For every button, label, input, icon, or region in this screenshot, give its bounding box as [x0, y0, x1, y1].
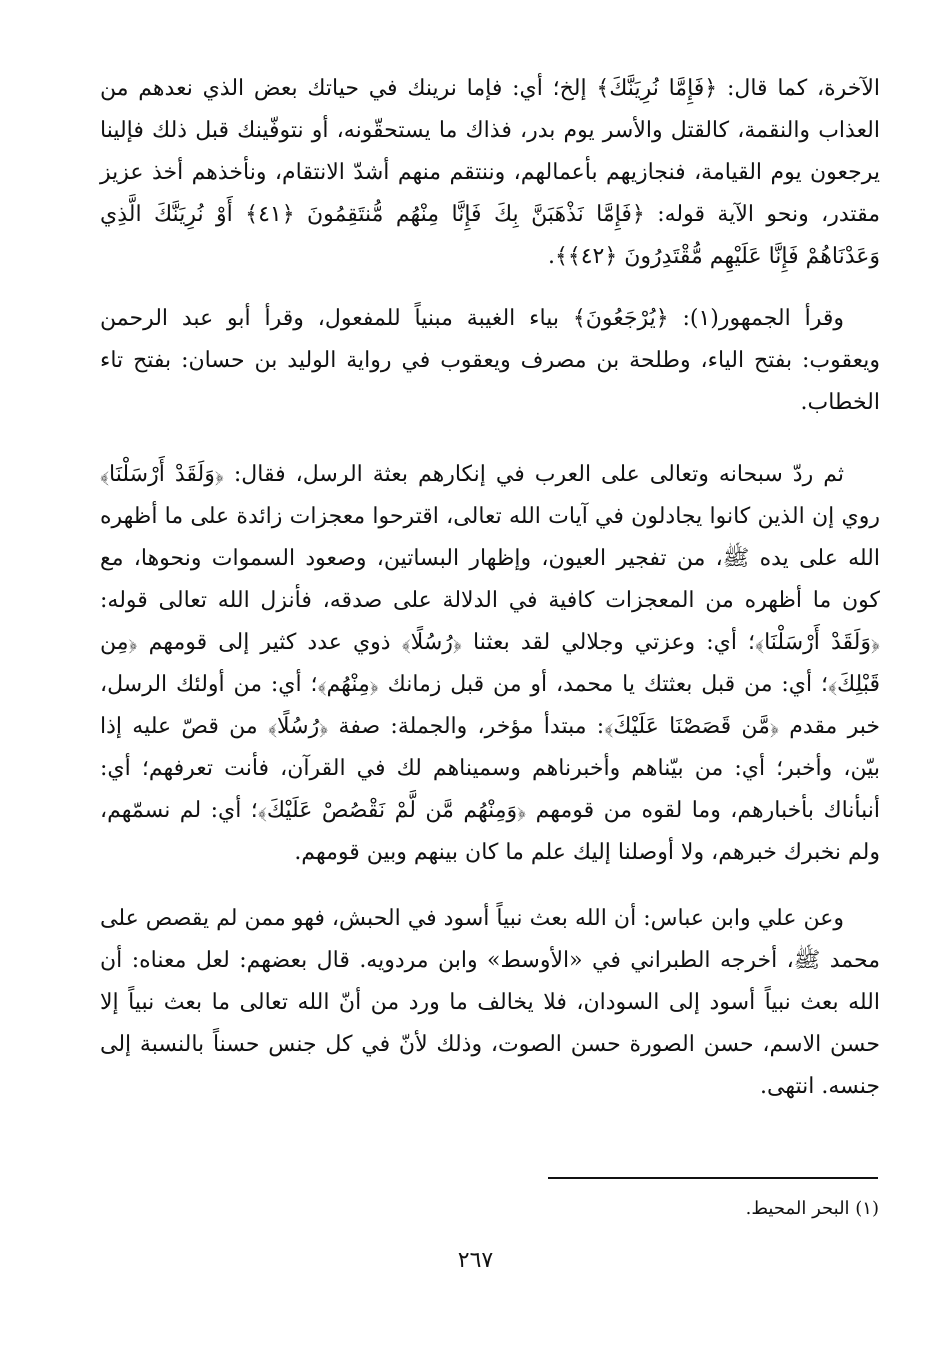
- paragraph: الآخرة، كما قال: ﴿فَإِمَّا نُرِيَنَّكَ﴾ إلخ؛ أي: فإما نرينك في حياتك بعض الذي نعدهم من العذاب والنقمة، كالقتل والأسر يوم بدر، فذاك ما يستحقّونه، أو نتوفّينك قبل ذلك فإلينا يرجعون يوم القيامة، فنجازيهم بأعمالهم، وننتقم منهم أشدّ الانتقام، ونأخذهم أخذ عزيز مقتدر، ونحو الآية قوله: ﴿فَإِمَّا نَذْهَبَنَّ بِكَ فَإِنَّا مِنْهُم مُّنتَقِمُونَ ﴿٤١﴾ أَوْ نُرِيَنَّكَ الَّذِي وَعَدْنَاهُمْ فَإِنَّا عَلَيْهِم مُّقْتَدِرُونَ ﴿٤٢﴾﴾.: [100, 76, 880, 269]
- page-number: ٢٦٧: [457, 1248, 494, 1273]
- page-body: [100, 68, 880, 1108]
- footnote-divider: [548, 1177, 878, 1179]
- paragraph: وعن علي وابن عباس: أن الله بعث نبياً أسود في الحبش، فهو ممن لم يقصص على محمد ﷺ، أخرجه الطبراني في «الأوسط» وابن مردويه. قال بعضهم: لعل معناه: أن الله بعث نبياً أسود إلى السودان، فلا يخالف ما ورد من أنّ الله تعالى ما بعث نبياً إلا حسن الاسم، حسن الصورة حسن الصوت، وذلك لأنّ في كل جنس حسناً بالنسبة إلى جنسه. انتهى.: [100, 906, 880, 1099]
- footnote: (١) البحر المحيط.: [745, 1198, 879, 1219]
- paragraph: ثم ردّ سبحانه وتعالى على العرب في إنكارهم بعثة الرسل، فقال: ﴿وَلَقَدْ أَرْسَلْنَا﴾ روي إن الذين كانوا يجادلون في آيات الله تعالى، اقترحوا معجزات زائدة على ما أظهره الله على يده ﷺ، من تفجير العيون، وإظهار البساتين، وصعود السموات ونحوها، مع كون ما أظهره من المعجزات كافية في الدلالة على صدقه، فأنزل الله تعالى قوله: ﴿وَلَقَدْ أَرْسَلْنَا﴾؛ أي: وعزتي وجلالي لقد بعثنا ﴿رُسُلًا﴾ ذوي عدد كثير إلى قومهم ﴿مِن قَبْلِكَ﴾؛ أي: من قبل بعثتك يا محمد، أو من قبل زمانك ﴿مِنْهُم﴾؛ أي: من أولئك الرسل، خبر مقدم ﴿مَّن قَصَصْنَا عَلَيْكَ﴾: مبتدأ مؤخر، والجملة: صفة ﴿رُسُلًا﴾ من قصّ عليه إذا بيّن، وأخبر؛ أي: من بيّناهم وأخبرناهم وسميناهم لك في القرآن، فأنت تعرفهم؛ أي: أنبأناك بأخبارهم، وما لقوه من قومهم ﴿وَمِنْهُم مَّن لَّمْ نَقْصُصْ عَلَيْكَ﴾؛ أي: لم نسمّهم، ولم نخبرك خبرهم، ولا أوصلنا إليك علم ما كان بينهم وبين قومهم.: [100, 462, 880, 865]
- paragraph: وقرأ الجمهور(١): ﴿يُرْجَعُونَ﴾ بياء الغيبة مبنياً للمفعول، وقرأ أبو عبد الرحمن ويعقوب: بفتح الياء، وطلحة بن مصرف ويعقوب في رواية الوليد بن حسان: بفتح تاء الخطاب.: [100, 306, 880, 415]
